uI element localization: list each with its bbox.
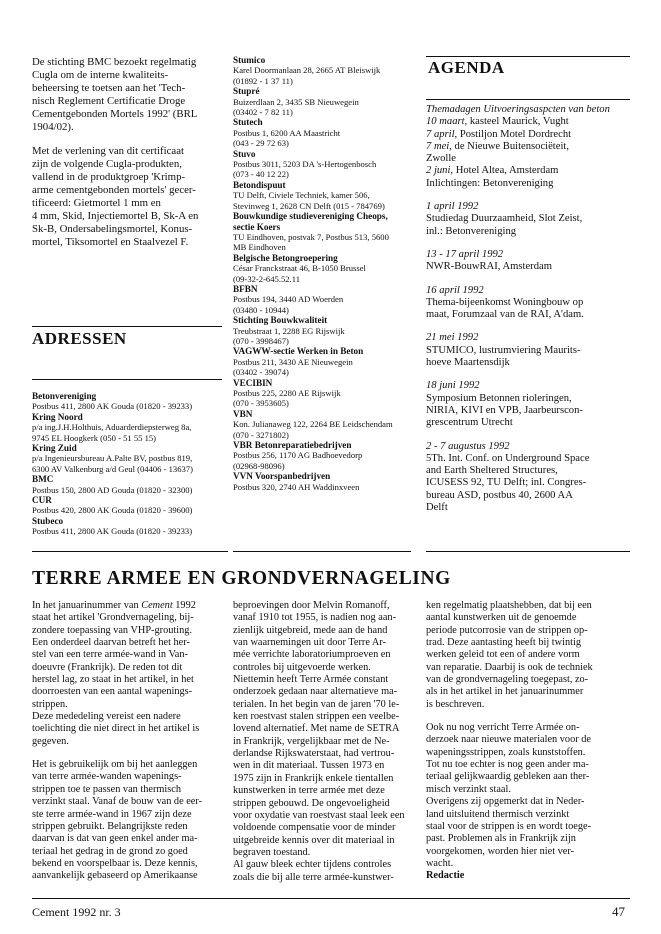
text-line: vallend in de produktgroep 'Krimp- [32, 171, 186, 184]
org-entry: Stupré Buizerdlaan 2, 3435 SB Nieuwegein (03402 - 7 82 11) [233, 86, 359, 118]
adressen-heading: ADRESSEN [32, 329, 127, 348]
org-entry: Bouwkundige studievereniging Cheops, sectie Koers TU Eindhoven, postvak 7, Postbus 513, 5600 MB Eindhoven [233, 211, 389, 253]
intro-column [32, 56, 222, 261]
address-entry: Stubeco Postbus 411, 2800 AK Gouda (01820 - 39233) [32, 515, 193, 537]
agenda-entry: 2 - 7 augustus 1992 5Th. Int. Conf. on Underground Space and Earth Sheltered Structures, ICUSESS 92, TU Delft; inl. Congres- bureau ASD, postbus 40, 2600 AA Delft [426, 441, 626, 515]
agenda-date: 21 mei 1992 [426, 332, 479, 344]
section-rule [233, 551, 411, 552]
article-signature: Redactie [426, 870, 465, 882]
section-rule [426, 56, 630, 57]
agenda-entry: 21 mei 1992 STUMICO, lustrumviering Maurits- hoeve Maartensdijk [426, 332, 626, 369]
address-entry: BMC Postbus 150, 2800 AD Gouda (01820 - 32300) [32, 474, 193, 495]
section-rule [32, 379, 222, 380]
article-paragraph: Het is gebruikelijk om bij het aanleggen van terre armée-wanden wapenings- strippen toe te passen van thermisch verzinkt staal. Vanaf de bouw van de eer- ste terre armée-wand in 1967 zijn deze strippen gebruikt. Belangrijkste reden daarvan is dat van geen enkel ander ma- teriaal het gedrag in de grond zo goed bekend en voorspelbaar is. Deze kennis, aanvankelijk gebaseerd op Amerikaanse [32, 759, 203, 882]
address-entry: CUR Postbus 420, 2800 AK Gouda (01820 - 39600) [32, 495, 193, 516]
org-entry: VBN Kon. Julianaweg 122, 2264 BE Leidschendam (070 - 3271802) [233, 408, 393, 440]
section-rule [32, 326, 222, 327]
footer-rule [32, 898, 630, 899]
article-column-1 [32, 600, 222, 894]
article-column-3 [426, 600, 630, 894]
section-rule [426, 99, 630, 100]
article-paragraph: ken regelmatig plaatshebben, dat bij een aantal kunstwerken uit de genoemde periode putcorrosie van de strippen op- trad. Deze aantasting heeft bij twintig werken geleid tot een of andere vorm van reparatie. Daarbij is ook de techniek van de grondvernageling toegepast, zo- als in het artikel in het januarinummer is beschreven. [426, 600, 593, 710]
agenda-entry: Themadagen Uitvoeringsaspcten van beton 10 maart, kasteel Maurick, Vught 7 april, Postiljon Motel Dordrecht 7 mei, de Nieuwe Buitensociëteit, Zwolle 2 juni, Hotel Altea, Amsterdam Inlichtingen: Betonvereniging [426, 104, 610, 189]
agenda-entry: 16 april 1992 Thema-bijeenkomst Woningbouw op maat, Forumzaal van de RAI, A'dam. [426, 285, 626, 322]
text-line: nisch Reglement Certificatie Droge [32, 94, 186, 107]
agenda-date: 2 - 7 augustus 1992 [426, 440, 510, 452]
text-line: Cementgebonden Mortels 1992' (BRL [32, 107, 198, 120]
org-entry: VAGWW-sectie Werken in Beton Postbus 211, 3430 AE Nieuwegein (03402 - 39074) [233, 346, 364, 378]
org-entry: Stichting Bouwkwaliteit Treubstraat 1, 2288 EG Rijswijk (070 - 3998467) [233, 315, 345, 346]
article-title: TERRE ARMEE EN GRONDVERNAGELING [32, 568, 451, 589]
text-line: Met de verlening van dit certificaat [32, 145, 184, 158]
org-entry: Stutech Postbus 1, 6200 AA Maastricht (043 - 29 72 63) [233, 117, 341, 149]
text-line: arme cementgebonden mortels' gecer- [32, 184, 196, 197]
address-entry: Betonvereniging Postbus 411, 2800 AK Gouda (01820 - 39233) [32, 391, 193, 412]
section-rule [426, 551, 630, 552]
address-entry: Kring Noord p/a ing.J.H.Holthuis, Aduarderdiepsterweg 8a, 9745 EL Hoogkerk (050 - 51 55 15) [32, 411, 192, 443]
intro-paragraph-1 [32, 56, 222, 133]
org-entry: VECIBIN Postbus 225, 2280 AE Rijswijk (070 - 3953605) [233, 377, 341, 409]
agenda-date: 1 april 1992 [426, 201, 479, 213]
intro-paragraph-2 [32, 145, 222, 248]
org-entry: Stuvo Postbus 3011, 5203 DA 's-Hertogenbosch (073 - 40 12 22) [233, 148, 377, 180]
article-column-2 [233, 600, 411, 895]
agenda-list [426, 104, 626, 525]
article-paragraph: Ook nu nog verricht Terre Armée on- derzoek naar nieuwe materialen voor de wapeningsstrippen, zoals kunststoffen. Tot nu toe echter is nog geen ander ma- teriaal gelijkwaardig gebleken aan ther- misch verzinkt staal. Overigens zij opgemerkt dat in Neder- land uitsluitend thermisch verzinkt staal voor de strippen is en wordt toege- past. Problemen als in Frankrijk zijn voorgekomen, worden hier niet ver- wacht. Redactie [426, 722, 630, 882]
text-line: beheersing te toetsen aan het 'Tech- [32, 81, 186, 94]
text-line: zijn de volgende Cugla-produkten, [32, 158, 182, 171]
agenda-entry: 13 - 17 april 1992 NWR-BouwRAI, Amsterdam [426, 249, 626, 274]
article-paragraph: In het januarinummer van Cement 1992 staat het artikel 'Grondvernageling, bij- zondere toepassing van VHP-grouting. Een onderdeel daarvan betreft het her- stel van een terre armée-wand in Van- doeuvre (Frankrijk). De reden tot dit herstel lag, zo staat in het artikel, in het doorroesten van een aantal wapenings- strippen. Deze mededeling vereist een nadere toelichting die niet direct in het artikel is gegeven. [32, 600, 200, 747]
agenda-entry: 1 april 1992 Studiedag Duurzaamheid, Slot Zeist, inl.: Betonvereniging [426, 201, 626, 238]
org-entry: VBR Betonreparatiebedrijven Postbus 256, 1170 AG Badhoevedorp (02968-98096) [233, 440, 363, 471]
agenda-date: 13 - 17 april 1992 [426, 248, 504, 260]
text-line: 1904/02). [32, 120, 74, 133]
agenda-heading: AGENDA [428, 58, 505, 77]
text-line: tificeerd: Gietmortel 1 mm en [32, 197, 161, 210]
org-entry: Betondispuut TU Delft, Civiele Techniek, kamer 506, Stevinweg 1, 2628 CN Delft (015 - 784769) [233, 179, 385, 211]
text-line: Cugla om de interne kwaliteits- [32, 68, 169, 81]
text-line: mortel, Tiksomortel en Staalvezel F. [32, 235, 189, 248]
org-entry: Stumico Karel Doormanlaan 28, 2665 AT Bleiswijk (01892 - 1 37 11) [233, 55, 381, 86]
org-entry: VVN Voorspanbedrijven Postbus 320, 2740 AH Waddinxveen [233, 471, 360, 492]
org-entry: Belgische Betongroepering César Franckstraat 46, B-1050 Brussel (09-32-2-645.52.11 [233, 252, 366, 284]
page-number: 47 [612, 904, 625, 919]
org-entry: BFBN Postbus 194, 3440 AD Woerden (03480 - 10944) [233, 283, 344, 315]
footer-journal: Cement 1992 nr. 3 [32, 905, 121, 919]
section-rule [32, 551, 228, 552]
article-paragraph: beproevingen door Melvin Romanoff, vanaf 1910 tot 1955, is nadien nog aan- zienlijk uitgebreid, mede aan de hand van waarnemingen uit door Terre Ar- mée verrichte laboratoriumproeven en controles bij uitgevoerde werken. Niettemin heeft Terre Armée constant onderzoek gedaan naar alternatieve ma- terialen. In het begin van de jaren '70 le- ken roestvast stalen strippen een veelbe- lovend alternatief. Met name de SETRA in Frankrijk, vergelijkbaar met de Ne- derlandse Rijkswaterstaat, had vertrou- wen in dit materiaal. Tussen 1973 en 1975 zijn in Frankrijk enkele tientallen kunstwerken in terre armée met deze strippen gebouwd. De ongevoeligheid voor oxydatie van roestvast staal leek een voldoende compensatie voor de minder uitgebreide kennis over dit materiaal in begraven toestand. Al gauw bleek echter tijdens controles zoals die bij alle terre armée-kunstwer- [233, 600, 405, 883]
agenda-date: 18 juni 1992 [426, 380, 480, 392]
address-entry: Kring Zuid p/a Ingenieursbureau A.Palte BV, postbus 819, 6300 AV Valkenburg a/d Geul (04406 - 13637) [32, 443, 193, 474]
agenda-entry: 18 juni 1992 Symposium Betonnen rioleringen, NIRIA, KIVI en VPB, Jaarbeurscon- grescentrum Utrecht [426, 380, 626, 429]
text-line: 4 mm, Skid, Injectiemortel B, Sk-A en [32, 209, 199, 222]
agenda-date: 16 april 1992 [426, 284, 484, 296]
address-list [32, 391, 228, 537]
organization-list [233, 55, 411, 492]
text-line: Sk-B, Ondersabelingsmortel, Konus- [32, 222, 193, 235]
text-line: De stichting BMC bezoekt regelmatig [32, 56, 197, 68]
